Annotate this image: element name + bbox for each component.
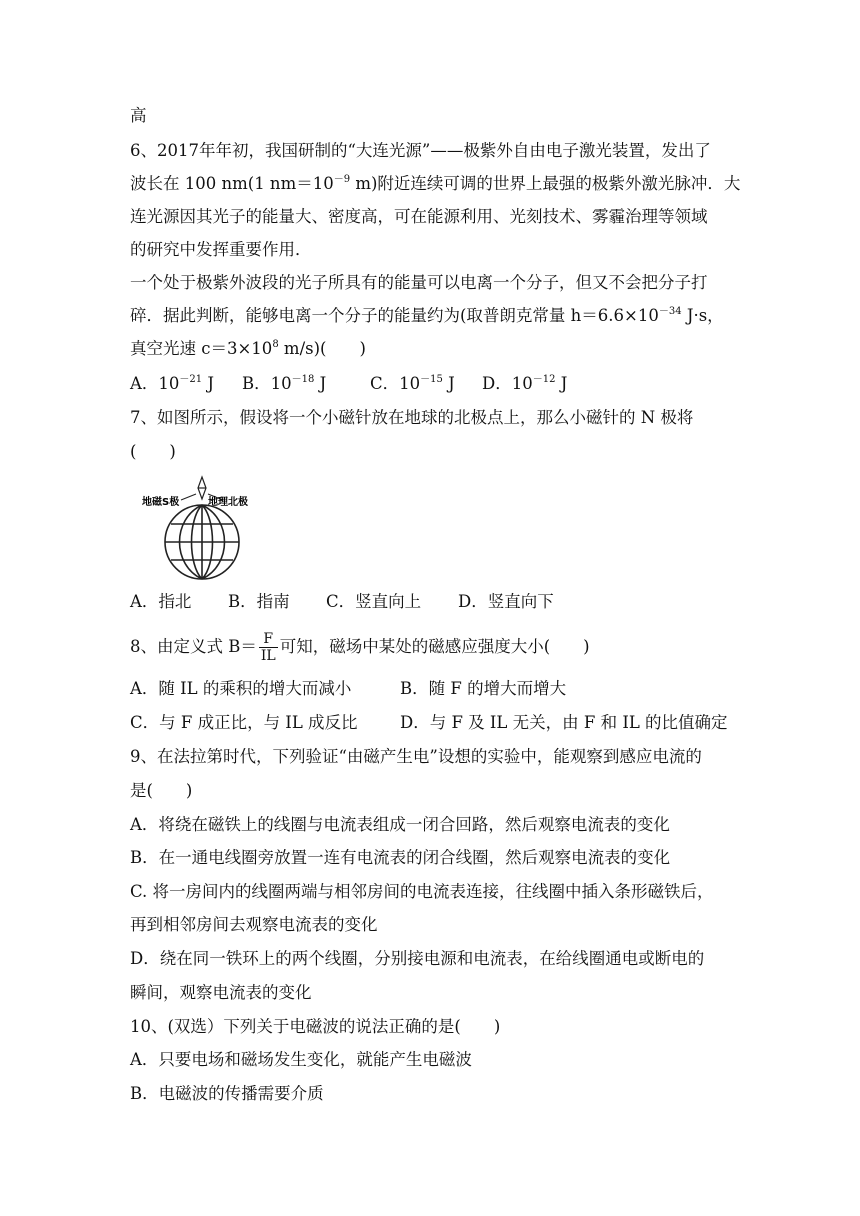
q6-line-6: 碎．据此判断，能够电离一个分子的能量约为(取普朗克常量 $h=6.6\times 10^{-34}$ J·s， [130,306,724,325]
q7-option-c: C．竖直向上 [326,592,422,611]
q9-option-d-line-2: 瞬间，观察电流表的变化 [130,983,312,1002]
q6-option-a: A．$10^{-21}$ J [130,374,215,393]
q7-options [130,590,554,614]
pointer-line-left [181,494,196,500]
q8-option-b: B．随 F 的增大而增大 [400,679,567,698]
q6-line-3: 连光源因其光子的能量大、密度高，可在能源利用、光刻技术、雾霾治理等领域 [130,207,708,226]
q6-line-2: 波长在 100 nm(1 $nm=10^{-9}$ m)附近连续可调的世界上最强的极紫外激光脉冲．大 [130,174,741,193]
q9-line-1: 9、在法拉第时代，下列验证“由磁产生电”设想的实验中，能观察到感应电流的 [130,747,702,766]
q8-option-a: A．随 IL 的乘积的增大而减小 [130,679,352,698]
q6-line-5: 一个处于极紫外波段的光子所具有的能量可以电离一个分子，但又不会把分子打 [130,273,708,292]
q9-line-2: 是( ) [130,781,193,800]
q6-option-b: B．$10^{-18}$ J [242,374,327,393]
q8-stem: 8、由定义式 B＝ $\frac{F}{IL}$ 可知，磁场中某处的磁感应强度大小( ) [130,631,590,664]
label-geographic-north: 地理北极 [208,497,248,508]
q9-option-c-line-1: C. 将一房间内的线圈两端与相邻房间的电流表连接，往线圈中插入条形磁铁后， [130,882,714,901]
q10-stem: 10、(双选）下列关于电磁波的说法正确的是( ) [130,1017,501,1036]
q8-option-d: D．与 F 及 IL 无关，由 F 和 IL 的比值确定 [400,713,728,732]
q7-option-d: D．竖直向下 [458,592,554,611]
q9-option-c-line-2: 再到相邻房间去观察电流表的变化 [130,915,378,934]
q6-line-7: 真空光速 $c=3\times 10^8$ m/s)( ) [130,339,366,358]
q6-option-d: D．$10^{-12}$ J [482,374,568,393]
q7-option-a: A．指北 [130,592,192,611]
q9-option-d-line-1: D．绕在同一铁环上的两个线圈，分别接电源和电流表，在给线圈通电或断电的 [130,949,705,968]
q6-line-4: 的研究中发挥重要作用． [130,240,312,259]
label-geomagnetic-south: 地磁S极 [142,497,180,508]
fraction-F-over-IL: $\frac{F}{IL}$ [260,631,276,664]
q10-option-b: B．电磁波的传播需要介质 [130,1084,324,1103]
q8-options-row-1 [130,677,566,701]
q10-option-a: A．只要电场和磁场发生变化，就能产生电磁波 [130,1050,472,1069]
q6-option-c: C．$10^{-15}$ J [370,374,455,393]
q7-option-b: B．指南 [228,592,290,611]
compass-needle [198,477,206,499]
q6-line-1: 6、2017年年初，我国研制的“大连光源”——极紫外自由电子激光装置，发出了 [130,141,711,160]
text-line-fragment: 高 [130,106,147,125]
q8-option-c: C．与 F 成正比，与 IL 成反比 [130,713,358,732]
earth-compass-figure [138,474,268,586]
q6-options [130,372,567,396]
q9-option-a: A．将绕在磁铁上的线圈与电流表组成一闭合回路，然后观察电流表的变化 [130,815,670,834]
globe-diagram [138,474,268,586]
q7-line-2: ( ) [130,442,176,461]
q9-option-b: B．在一通电线圈旁放置一连有电流表的闭合线圈，然后观察电流表的变化 [130,848,671,867]
q8-options-row-2 [130,711,728,735]
q7-line-1: 7、如图所示，假设将一个小磁针放在地球的北极点上，那么小磁针的 N 极将 [130,408,694,427]
